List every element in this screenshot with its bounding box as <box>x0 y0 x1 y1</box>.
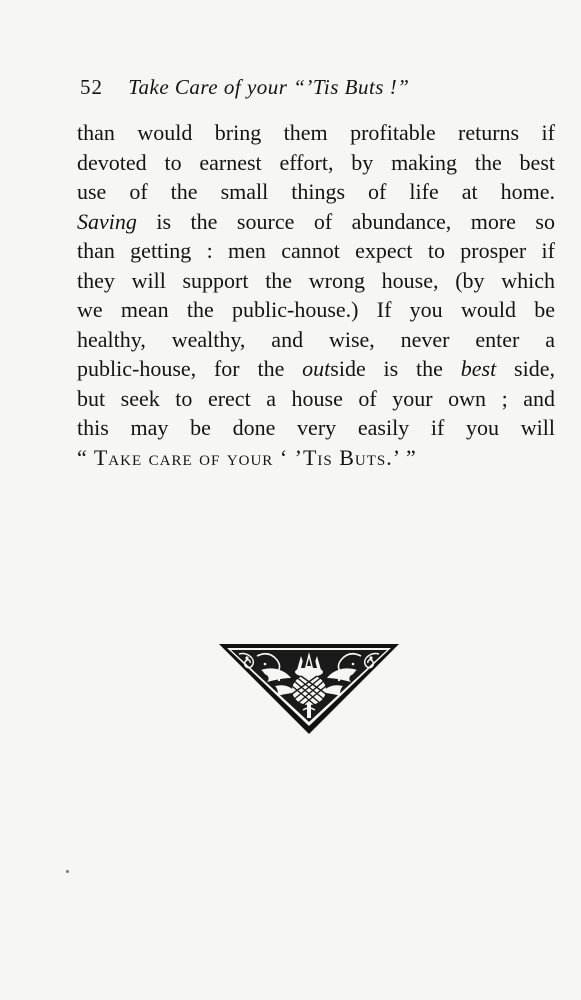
text-line <box>77 266 555 296</box>
text-segment: public-house, for the <box>77 356 303 381</box>
text-segment: they will support the wrong house, (by which <box>77 267 555 293</box>
text-line <box>77 413 555 443</box>
italic-word: Saving <box>77 208 137 234</box>
text-segment: use of the small things of life at home. <box>77 179 555 204</box>
text-line <box>77 384 555 414</box>
text-line <box>77 148 555 178</box>
text-line <box>77 177 555 207</box>
running-head <box>80 70 550 104</box>
text-segment: than would bring them profitable returns if <box>77 120 555 145</box>
text-line <box>77 325 555 355</box>
text-segment: side, <box>496 356 555 381</box>
text-segment: side is the <box>330 356 461 381</box>
text-segment: we mean the public-house.) If you would be <box>77 297 555 322</box>
text-segment: than getting : men cannot expect to prosper if <box>77 238 555 263</box>
text-line <box>77 236 555 266</box>
text-segment: “ Take care of your ‘ ’Tis Buts.’ ” <box>77 444 417 470</box>
page-number: 52 <box>80 75 103 99</box>
text-line <box>77 207 555 237</box>
text-segment: healthy, wealthy, and wise, never enter a <box>77 326 555 352</box>
text-segment: this may be done very easily if you will <box>77 415 555 440</box>
text-line <box>77 118 555 148</box>
text-line <box>77 354 555 384</box>
running-title: Take Care of your “’Tis Buts !” <box>128 75 410 99</box>
text-segment: devoted to earnest effort, by making the best <box>77 149 555 175</box>
text-segment: is the source of abundance, more so <box>136 208 555 234</box>
italic-word: out <box>302 356 331 381</box>
text-segment: but seek to erect a house of your own ; and <box>77 385 555 411</box>
italic-word: best <box>460 356 497 381</box>
text-line <box>77 295 555 325</box>
text-line <box>77 443 555 473</box>
body-paragraph <box>77 118 555 472</box>
triangular-thistle-tailpiece-icon <box>217 640 401 736</box>
